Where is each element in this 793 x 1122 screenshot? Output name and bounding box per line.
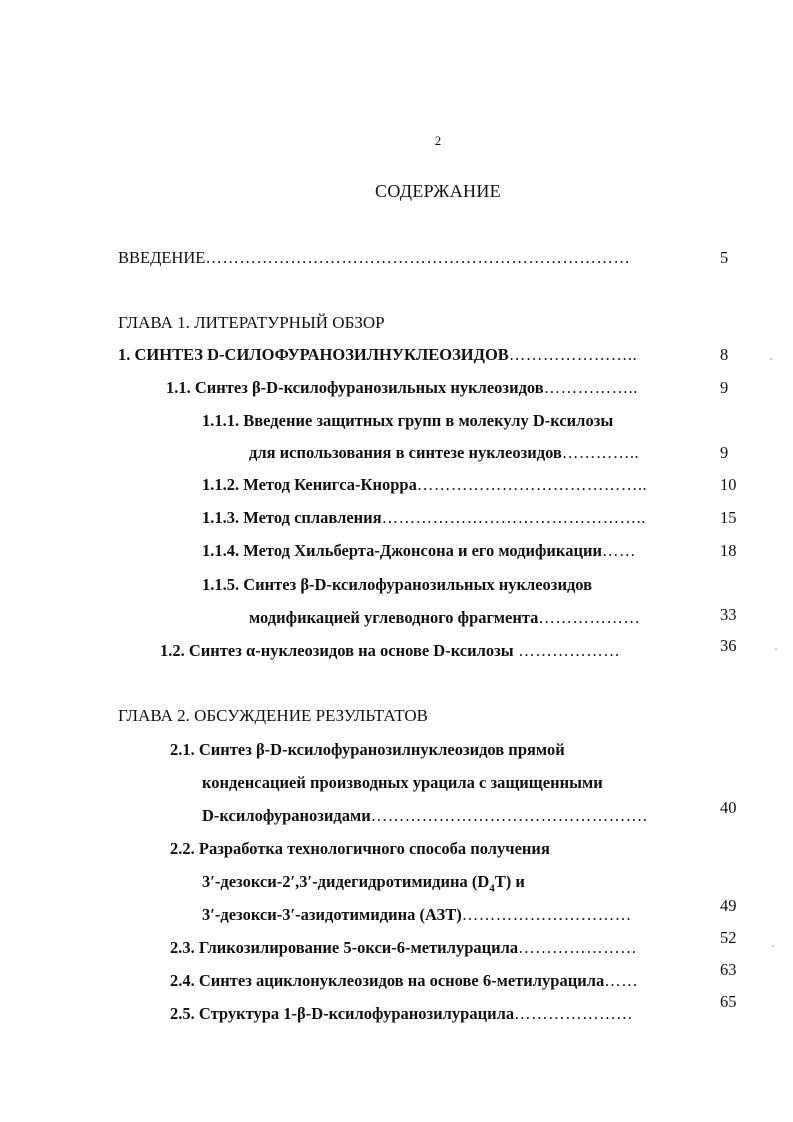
toc-label: 1.1.1. Введение защитных групп в молекулу D-ксилозы: [202, 411, 614, 430]
chapter-heading: ГЛАВА 1. ЛИТЕРАТУРНЫЙ ОБЗОР: [118, 313, 385, 332]
toc-entry-section: [118, 345, 637, 365]
toc-entry: [160, 641, 620, 661]
page-number: 2: [434, 133, 442, 148]
toc-entry: [202, 475, 647, 495]
toc-entry: [170, 1004, 633, 1024]
toc-entry: [166, 378, 638, 398]
toc-label: 2.1. Синтез β-D-ксилофуранозилнуклеозидов прямой: [170, 740, 565, 759]
toc-page: 8: [720, 345, 729, 364]
scan-speck: [770, 358, 772, 360]
toc-entry: [249, 608, 640, 628]
toc-leader: ……: [604, 971, 639, 990]
toc-label: 2.2. Разработка технологичного способа получения: [170, 839, 550, 858]
toc-entry: [170, 971, 638, 991]
toc-entry: [202, 806, 647, 826]
subscript: 4: [489, 882, 495, 895]
toc-page: 18: [720, 541, 737, 560]
scan-speck: [772, 945, 774, 947]
toc-label-end: Т) и: [494, 872, 525, 891]
toc-label: модификацией углеводного фрагмента: [249, 608, 539, 627]
toc-label: 1.1.5. Синтез β-D-ксилофуранозильных нуклеозидов: [202, 575, 593, 594]
toc-label: ВВЕДЕНИЕ: [118, 248, 206, 267]
toc-leader: ………………: [513, 641, 621, 660]
toc-leader: ………………………………………..: [381, 508, 646, 527]
toc-page: 65: [720, 992, 737, 1011]
toc-entry: [202, 575, 592, 595]
toc-entry: [202, 773, 603, 793]
page-title: СОДЕРЖАНИЕ: [375, 181, 501, 201]
toc-leader: …………..: [561, 443, 640, 462]
toc-leader: ………………: [538, 608, 641, 627]
toc-entry: [202, 541, 636, 561]
toc-label: 2.3. Гликозилирование 5-окси-6-метилурацила: [170, 938, 519, 957]
toc-page: 36: [720, 636, 737, 655]
scan-speck: [775, 648, 777, 650]
toc-leader: ……………..: [543, 378, 638, 397]
toc-leader: …………………: [518, 938, 638, 957]
toc-page: 33: [720, 605, 737, 624]
toc-entry: [170, 938, 637, 958]
toc-page: 9: [720, 378, 729, 397]
toc-entry: [202, 905, 632, 925]
toc-page: 9: [720, 443, 729, 462]
toc-entry: [202, 411, 613, 431]
toc-leader: …………………………: [461, 905, 632, 924]
toc-entry: [202, 872, 525, 894]
toc-label: 2.4. Синтез ациклонуклеозидов на основе 6-метилурацила: [170, 971, 605, 990]
toc-label: для использования в синтезе нуклеозидов: [249, 443, 562, 462]
toc-entry-intro: [118, 248, 630, 268]
toc-label: D-ксилофуранозидами: [202, 806, 371, 825]
toc-page: 63: [720, 960, 737, 979]
chapter-heading: ГЛАВА 2. ОБСУЖДЕНИЕ РЕЗУЛЬТАТОВ: [118, 706, 428, 725]
toc-label: 1.1.3. Метод сплавления: [202, 508, 382, 527]
toc-entry: [202, 508, 646, 528]
toc-label: 1.1.4. Метод Хильберта-Джонсона и его модификации: [202, 541, 602, 560]
toc-page: 49: [720, 896, 737, 915]
toc-label: 1.1. Синтез β-D-ксилофуранозильных нуклеозидов: [166, 378, 544, 397]
toc-label: 3′-дезокси-3′-азидотимидина (АЗТ): [202, 905, 462, 924]
toc-label: 2.5. Структура 1-β-D-ксилофуранозилурацила: [170, 1004, 515, 1023]
toc-label: 1. СИНТЕЗ D-СИЛОФУРАНОЗИЛНУКЛЕОЗИДОВ: [118, 345, 509, 364]
toc-page: 40: [720, 798, 737, 817]
toc-page: 52: [720, 928, 737, 947]
toc-label: 1.1.2. Метод Кенигса-Кнорра: [202, 475, 417, 494]
toc-leader: ………………………………………….: [370, 806, 648, 825]
toc-page: 10: [720, 475, 737, 494]
toc-entry: [249, 443, 639, 463]
toc-leader: …………………: [514, 1004, 634, 1023]
toc-leader: ……: [601, 541, 636, 560]
toc-leader: …………………..: [508, 345, 638, 364]
toc-entry: [170, 740, 565, 760]
toc-leader: …………………………………..: [416, 475, 648, 494]
toc-label: 3′-дезокси-2′,3′-дидегидротимидина (D: [202, 872, 490, 891]
toc-label: 1.2. Синтез α-нуклеозидов на основе D-ксилозы: [160, 641, 514, 660]
toc-label: конденсацией производных урацила с защищенными: [202, 773, 603, 792]
toc-page: 5: [720, 248, 729, 267]
toc-leader: …………………………………………………………………: [205, 248, 631, 267]
toc-page: 15: [720, 508, 737, 527]
toc-entry: [170, 839, 550, 859]
